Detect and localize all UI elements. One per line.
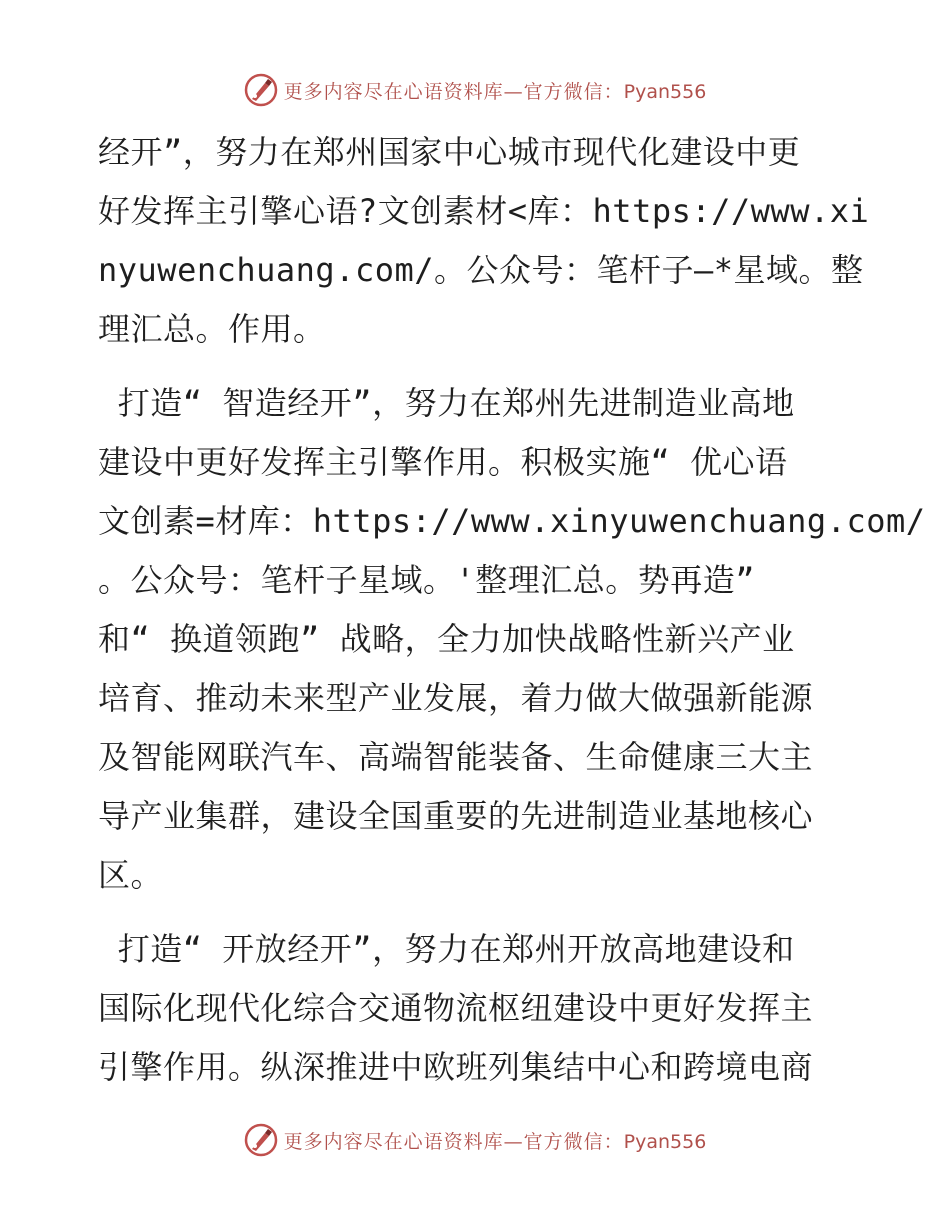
text-line: 和“ 换道领跑” 战略，全力加快战略性新兴产业 <box>98 620 795 658</box>
text-line: 引擎作用。纵深推进中欧班列集结中心和跨境电商 <box>98 1048 814 1086</box>
paragraph-1 <box>98 123 870 359</box>
text-line: 经开”，努力在郑州国家中心城市现代化建设中更 <box>98 133 801 171</box>
text-line: nyuwenchuang.com/。公众号：笔杆子—*星域。整 <box>98 251 864 289</box>
paragraph-2 <box>98 374 926 905</box>
document-body <box>98 123 926 1097</box>
text-line: 及智能网联汽车、高端智能装备、生命健康三大主 <box>98 738 814 776</box>
pen-logo-icon <box>244 73 278 107</box>
footer-banner-text <box>284 1127 707 1154</box>
footer-banner-inner <box>244 1123 707 1157</box>
paragraph-spacer <box>98 359 853 374</box>
header-banner-label: 更多内容尽在心语资料库—官方微信： <box>283 80 624 103</box>
footer-banner-label: 更多内容尽在心语资料库—官方微信： <box>283 1130 624 1153</box>
text-line: 建设中更好发挥主引擎作用。积极实施“ 优心语 <box>98 443 788 481</box>
text-line: 导产业集群，建设全国重要的先进制造业基地核心 <box>98 797 814 835</box>
text-line: 培育、推动未来型产业发展，着力做大做强新能源 <box>98 679 814 717</box>
pen-logo-icon <box>244 1123 278 1157</box>
text-line: 打造“ 智造经开”，努力在郑州先进制造业高地 <box>98 384 795 422</box>
text-line: 。公众号：笔杆子星域。'整理汇总。势再造” <box>98 561 756 599</box>
text-line: 打造“ 开放经开”，努力在郑州开放高地建设和 <box>98 930 795 968</box>
text-line: 文创素=材库：https://www.xinyuwenchuang.com/ <box>98 502 926 540</box>
header-banner <box>0 70 950 110</box>
footer-banner-wechat: Pyan556 <box>623 1130 707 1153</box>
header-banner-text <box>284 77 707 104</box>
text-line: 国际化现代化综合交通物流枢纽建设中更好发挥主 <box>98 989 814 1027</box>
text-line: 区。 <box>98 856 164 894</box>
text-line: 理汇总。作用。 <box>98 310 326 348</box>
text-line: 好发挥主引擎心语?文创素材<库：https://www.xi <box>98 192 870 230</box>
paragraph-spacer <box>98 905 853 920</box>
header-banner-wechat: Pyan556 <box>623 80 707 103</box>
header-banner-inner <box>244 73 707 107</box>
paragraph-3 <box>98 920 853 1097</box>
footer-banner <box>0 1120 950 1160</box>
